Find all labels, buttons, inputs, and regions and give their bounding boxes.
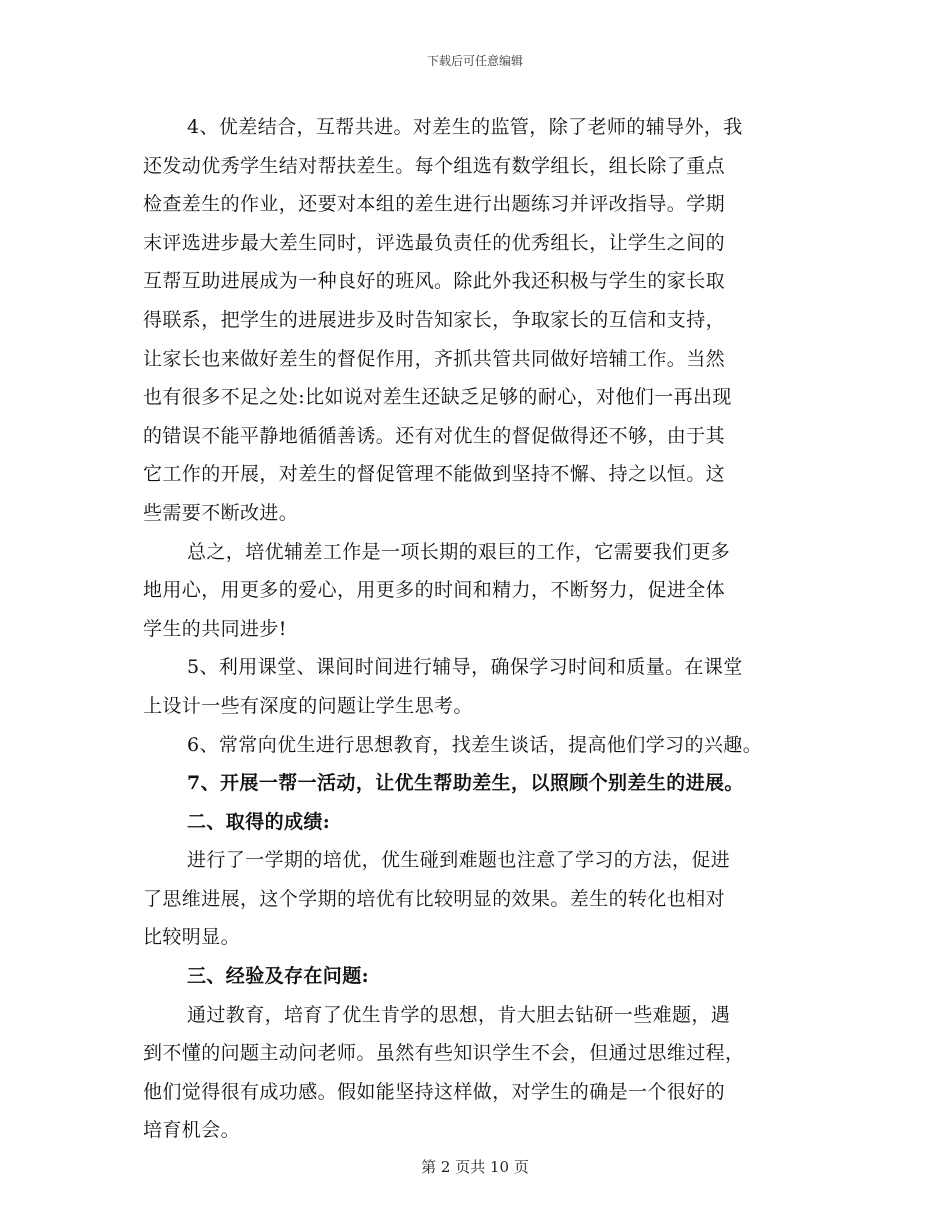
body-text-line: 6、常常向优生进行思想教育，找差生谈话，提高他们学习的兴趣。: [187, 733, 763, 756]
section-heading-line: 二、取得的成绩:: [187, 810, 331, 833]
body-text-line: 进行了一学期的培优，优生碰到难题也注意了学习的方法，促进: [187, 849, 731, 872]
document-body: [143, 108, 815, 1150]
body-text-line: 5、利用课堂、课间时间进行辅导，确保学习时间和质量。在课堂: [187, 656, 743, 679]
body-text-line: 通过教育，培育了优生肯学的思想，肯大胆去钻研一些难题，遇: [187, 1003, 731, 1026]
body-text-line: 得联系，把学生的进展进步及时告知家长，争取家长的互信和支持，: [143, 308, 726, 331]
body-text-line: 检查差生的作业，还要对本组的差生进行出题练习并评改指导。学期: [143, 193, 726, 216]
body-text-line: 4、优差结合，互帮共进。对差生的监管，除了老师的辅导外，我: [187, 116, 743, 138]
body-text-line: 的错误不能平静地循循善诱。还有对优生的督促做得还不够，由于其: [143, 424, 726, 447]
body-text-line: 它工作的开展，对差生的督促管理不能做到坚持不懈、持之以恒。这: [143, 463, 726, 486]
section-heading-line: 三、经验及存在问题:: [187, 965, 370, 988]
section-heading-line: 7、开展一帮一活动，让优生帮助差生，以照顾个别差生的进展。: [187, 772, 744, 795]
body-text-line: 他们觉得很有成功感。假如能坚持这样做，对学生的确是一个很好的: [143, 1080, 726, 1103]
body-text-line: 到不懂的问题主动问老师。虽然有些知识学生不会，但通过思维过程，: [143, 1042, 745, 1065]
body-text-line: 也有很多不足之处:比如说对差生还缺乏足够的耐心，对他们一再出现: [143, 386, 732, 409]
body-text-line: 上设计一些有深度的问题让学生思考。: [143, 694, 473, 717]
body-text-line: 互帮互助进展成为一种良好的班风。除此外我还积极与学生的家长取: [143, 270, 726, 293]
body-text-line: 培育机会。: [143, 1119, 241, 1142]
body-text-line: 学生的共同进步!: [143, 617, 287, 640]
body-text-line: 些需要不断改进。: [143, 501, 299, 524]
body-text-line: 让家长也来做好差生的督促作用，齐抓共管共同做好培辅工作。当然: [143, 347, 726, 370]
body-text-line: 了思维进展，这个学期的培优有比较明显的效果。差生的转化也相对: [143, 887, 726, 910]
body-text-line: 还发动优秀学生结对帮扶差生。每个组选有数学组长，组长除了重点: [143, 154, 726, 177]
page-footer: 第 2 页共 10 页: [421, 1158, 529, 1176]
body-text-line: 末评选进步最大差生同时，评选最负责任的优秀组长，让学生之间的: [143, 231, 726, 254]
body-text-line: 比较明显。: [143, 926, 241, 949]
body-text-line: 地用心，用更多的爱心，用更多的时间和精力，不断努力，促进全体: [143, 579, 726, 602]
body-text-line: 总之，培优辅差工作是一项长期的艰巨的工作，它需要我们更多: [187, 540, 731, 563]
page-header: 下载后可任意编辑: [426, 54, 523, 68]
